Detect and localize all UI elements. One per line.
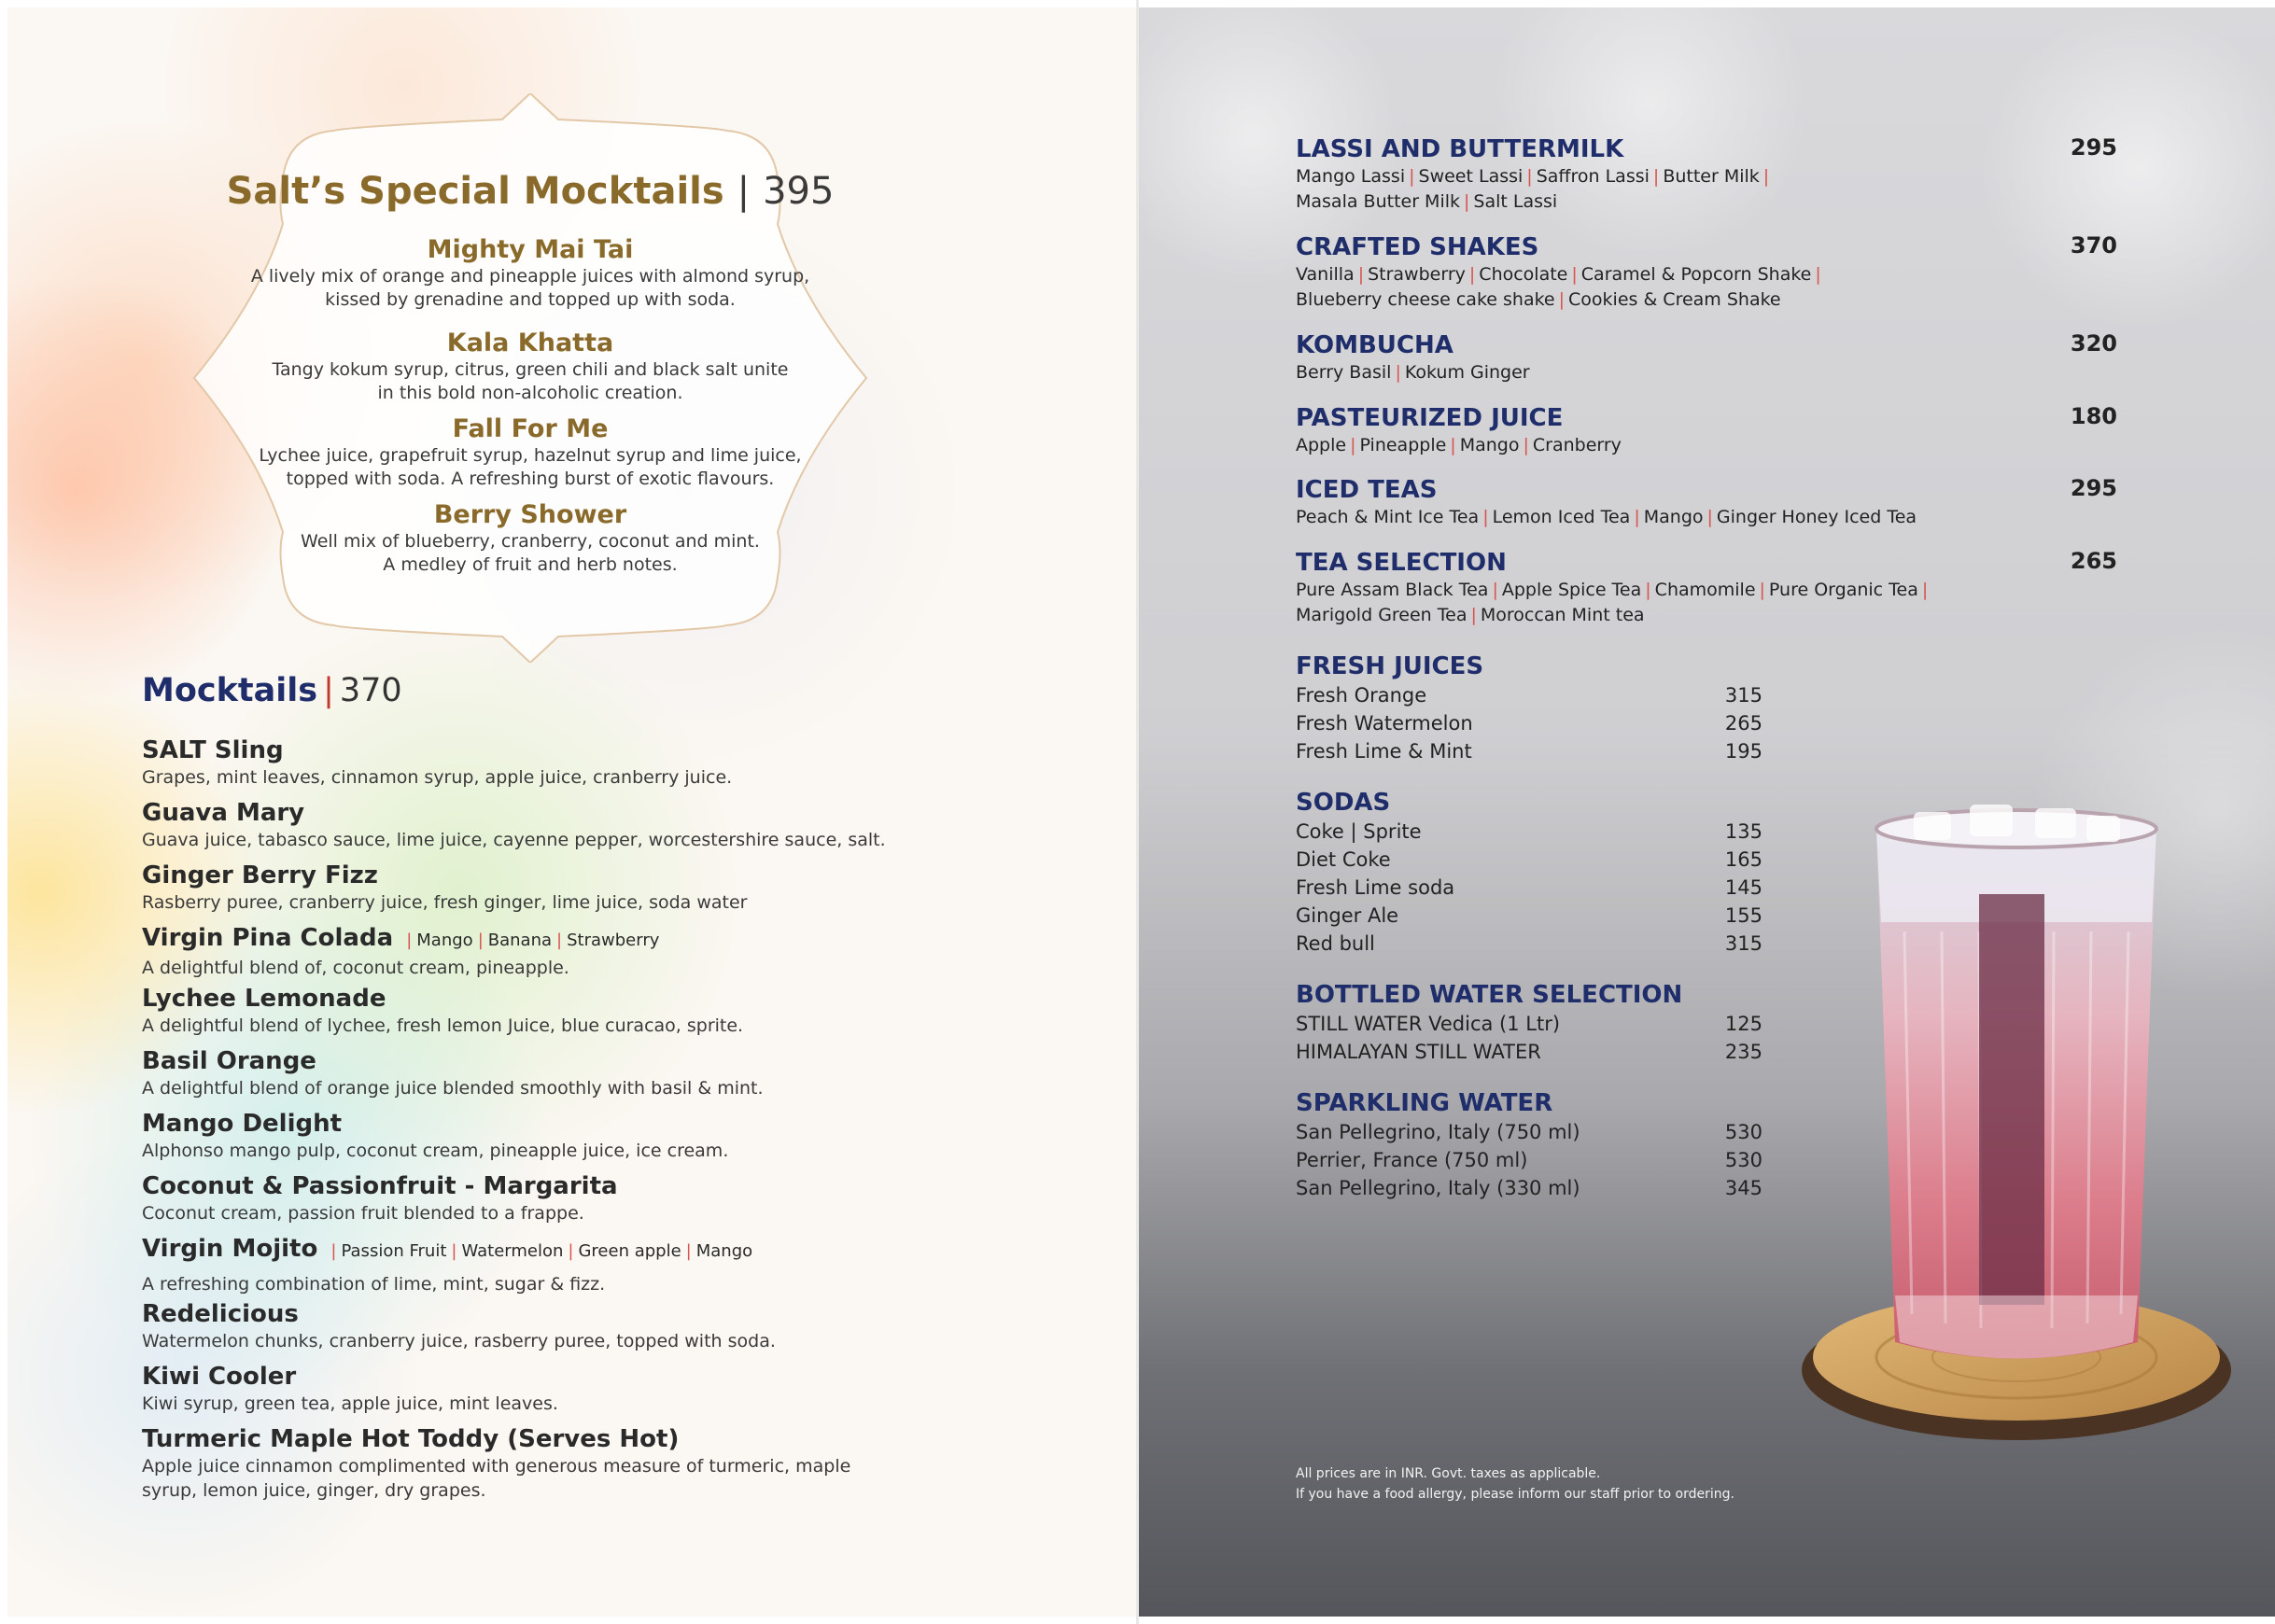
- row-price: 530: [1724, 1149, 1762, 1171]
- special-item-desc: A lively mix of orange and pineapple juices with almond syrup,: [250, 266, 810, 287]
- mocktail-option: Watermelon: [461, 1241, 564, 1261]
- mocktail-desc: A delightful blend of lychee, fresh lemon Juice, blue curacao, sprite.: [142, 1015, 744, 1036]
- mocktail-name: [142, 923, 1075, 956]
- mocktail-item: [142, 1109, 1075, 1163]
- section-price: 295: [2070, 134, 2117, 161]
- mocktail-desc: Alphonso mango pulp, coconut cream, pineapple juice, ice cream.: [142, 1141, 729, 1161]
- menu-row: [1296, 874, 1762, 902]
- menu-section-priced: [1296, 1088, 2117, 1202]
- section-items-line: [1296, 603, 2117, 628]
- section-item: Saffron Lassi: [1536, 166, 1650, 187]
- mocktail-name: Ginger Berry Fizz: [142, 861, 378, 889]
- row-name: San Pellegrino, Italy (750 ml): [1296, 1121, 1580, 1143]
- mocktail-desc: Grapes, mint leaves, cinnamon syrup, apple juice, cranberry juice.: [142, 767, 733, 788]
- section-item: Caramel & Popcorn Shake: [1580, 264, 1812, 285]
- mocktail-name: SALT Sling: [142, 736, 284, 764]
- menu-row: [1296, 1038, 1762, 1066]
- special-item-desc: in this bold non-alcoholic creation.: [377, 383, 683, 403]
- section-items-line: [1296, 505, 2117, 530]
- section-price: 180: [2070, 403, 2117, 429]
- section-price: 320: [2070, 330, 2117, 357]
- menu-section: [1296, 403, 2117, 458]
- special-item: [157, 235, 904, 312]
- item-separator: |: [1523, 435, 1529, 455]
- mocktail-desc: Coconut cream, passion fruit blended to a frappe.: [142, 1203, 584, 1224]
- special-item-name: Berry Shower: [433, 500, 627, 529]
- mocktail-name: Turmeric Maple Hot Toddy (Serves Hot): [142, 1425, 680, 1453]
- item-separator: |: [1357, 264, 1365, 285]
- item-separator: |: [1395, 362, 1401, 383]
- mocktail-option: Banana: [487, 931, 553, 950]
- option-separator: |: [568, 1241, 574, 1261]
- row-name: San Pellegrino, Italy (330 ml): [1296, 1177, 1580, 1199]
- mocktail-name: Mango Delight: [142, 1110, 343, 1138]
- special-item-desc: A medley of fruit and herb notes.: [383, 554, 678, 575]
- item-separator: |: [1571, 264, 1578, 285]
- mocktail-desc: Rasberry puree, cranberry juice, fresh ginger, lime juice, soda water: [142, 892, 748, 913]
- section-item: Peach & Mint Ice Tea: [1296, 507, 1480, 527]
- mocktail-name: Kiwi Cooler: [142, 1363, 297, 1391]
- menu-row: [1296, 709, 1762, 737]
- row-price: 265: [1724, 712, 1762, 735]
- row-name: Ginger Ale: [1296, 904, 1399, 927]
- menu-section-priced: [1296, 651, 2117, 765]
- row-name: Coke | Sprite: [1296, 820, 1422, 843]
- special-item: [157, 414, 904, 491]
- special-mocktails-card: [157, 93, 904, 663]
- footer-note: [1296, 1463, 1734, 1505]
- section-item: Mango: [1459, 435, 1520, 455]
- mocktail-desc: A delightful blend of orange juice blended smoothly with basil & mint.: [142, 1078, 764, 1099]
- mocktail-item: [142, 1234, 1075, 1296]
- item-separator: |: [1470, 605, 1477, 625]
- section-item: Berry Basil: [1296, 362, 1392, 383]
- mocktail-name-text: Virgin Pina Colada: [142, 924, 394, 952]
- item-separator: |: [1759, 580, 1765, 600]
- section-title: CRAFTED SHAKES: [1296, 233, 1539, 261]
- item-separator: |: [1645, 580, 1651, 600]
- item-separator: |: [1482, 507, 1489, 527]
- row-price: 315: [1724, 684, 1762, 707]
- menu-row: [1296, 1146, 1762, 1174]
- section-title: ICED TEAS: [1296, 476, 1438, 504]
- mocktail-name: Basil Orange: [142, 1047, 316, 1075]
- section-item: Pure Assam Black Tea: [1296, 580, 1489, 600]
- menu-section: [1296, 330, 2117, 385]
- option-separator: |: [406, 931, 413, 950]
- mocktail-item: [142, 1171, 1075, 1225]
- mocktail-item: [142, 798, 1075, 852]
- item-separator: |: [1450, 435, 1456, 455]
- mocktail-item: [142, 1046, 1075, 1100]
- mocktail-desc: Apple juice cinnamon complimented with generous measure of turmeric, maple: [142, 1456, 851, 1477]
- menu-row: [1296, 1010, 1762, 1038]
- row-price: 165: [1724, 848, 1762, 871]
- row-price: 315: [1724, 932, 1762, 955]
- special-separator: |: [737, 170, 751, 213]
- menu-row: [1296, 1174, 1762, 1202]
- section-title: BOTTLED WATER SELECTION: [1296, 981, 1683, 1009]
- section-item: Apple Spice Tea: [1501, 580, 1642, 600]
- menu-row: [1296, 737, 1762, 765]
- section-item: Pure Organic Tea: [1768, 580, 1918, 600]
- special-item-desc: Lychee juice, grapefruit syrup, hazelnut syrup and lime juice,: [259, 445, 802, 466]
- mocktail-name: Lychee Lemonade: [142, 985, 386, 1013]
- item-separator: |: [1350, 435, 1356, 455]
- section-items-line: [1296, 189, 2117, 215]
- section-title: LASSI AND BUTTERMILK: [1296, 135, 1624, 163]
- section-item: Mango: [1643, 507, 1704, 527]
- mocktail-item: [142, 1299, 1075, 1353]
- row-name: Fresh Lime & Mint: [1296, 740, 1472, 763]
- mocktail-item: [142, 923, 1075, 980]
- mocktail-name-text: Virgin Mojito: [142, 1235, 318, 1263]
- item-separator: |: [1634, 507, 1640, 527]
- row-name: Fresh Lime soda: [1296, 876, 1455, 899]
- menu-section: [1296, 134, 2117, 215]
- menu-row: [1296, 846, 1762, 874]
- footer-line: If you have a food allergy, please inform our staff prior to ordering.: [1296, 1487, 1734, 1502]
- mocktail-option: Mango: [416, 931, 473, 950]
- section-items-line: [1296, 287, 2117, 313]
- section-item: Mango Lassi: [1296, 166, 1406, 187]
- item-separator: |: [1762, 166, 1770, 187]
- section-item: Apple: [1296, 435, 1347, 455]
- row-price: 135: [1724, 820, 1762, 843]
- section-item: Butter Milk: [1663, 166, 1760, 187]
- mocktail-name: Coconut & Passionfruit - Margarita: [142, 1172, 618, 1200]
- item-separator: |: [1409, 166, 1415, 187]
- special-item-desc: Well mix of blueberry, cranberry, coconut and mint.: [301, 531, 760, 552]
- mocktail-name: Redelicious: [142, 1300, 299, 1328]
- row-price: 125: [1724, 1013, 1762, 1035]
- mocktail-name: [142, 1234, 1075, 1267]
- row-name: Diet Coke: [1296, 848, 1391, 871]
- section-item: Salt Lassi: [1473, 191, 1558, 212]
- row-name: Fresh Orange: [1296, 684, 1427, 707]
- row-price: 145: [1724, 876, 1762, 899]
- section-item: Moroccan Mint tea: [1480, 605, 1645, 625]
- item-separator: |: [1558, 289, 1566, 310]
- menu-section: [1296, 548, 2117, 628]
- section-title: KOMBUCHA: [1296, 331, 1453, 359]
- item-separator: |: [1815, 264, 1821, 285]
- item-separator: |: [1468, 264, 1476, 285]
- left-page: [7, 7, 1137, 1617]
- mocktail-option: Strawberry: [567, 931, 660, 950]
- item-separator: |: [1652, 166, 1660, 187]
- row-name: Fresh Watermelon: [1296, 712, 1473, 735]
- item-separator: |: [1492, 580, 1498, 600]
- option-separator: |: [685, 1241, 692, 1261]
- mocktail-item: [142, 1424, 1075, 1503]
- mocktails-heading: [142, 672, 402, 709]
- row-name: HIMALAYAN STILL WATER: [1296, 1041, 1541, 1063]
- right-page: [1139, 7, 2275, 1617]
- special-title: [157, 170, 904, 213]
- mocktail-desc: Guava juice, tabasco sauce, lime juice, cayenne pepper, worcestershire sauce, salt.: [142, 830, 886, 850]
- mocktail-item: [142, 984, 1075, 1038]
- menu-section: [1296, 475, 2117, 530]
- special-item-name: Mighty Mai Tai: [427, 235, 634, 264]
- mocktail-option: Mango: [695, 1241, 753, 1261]
- special-item-desc: Tangy kokum syrup, citrus, green chili and black salt unite: [272, 359, 789, 380]
- section-item: Lemon Iced Tea: [1492, 507, 1631, 527]
- section-price: 370: [2070, 232, 2117, 259]
- mocktail-desc: A delightful blend of, coconut cream, pineapple.: [142, 958, 569, 978]
- section-price: 265: [2070, 548, 2117, 574]
- section-item: Pineapple: [1359, 435, 1447, 455]
- section-items-line: [1296, 360, 2117, 385]
- mocktail-item: [142, 861, 1075, 915]
- mocktail-desc: A refreshing combination of lime, mint, sugar & fizz.: [142, 1274, 606, 1295]
- section-item: Cookies & Cream Shake: [1568, 289, 1781, 310]
- special-item-name: Fall For Me: [452, 414, 609, 443]
- item-separator: |: [1526, 166, 1533, 187]
- section-item: Marigold Green Tea: [1296, 605, 1468, 625]
- section-items-line: [1296, 578, 2117, 603]
- section-item: Chamomile: [1654, 580, 1756, 600]
- row-price: 345: [1724, 1177, 1762, 1199]
- section-item: Chocolate: [1479, 264, 1568, 285]
- row-price: 530: [1724, 1121, 1762, 1143]
- section-item: Masala Butter Milk: [1296, 191, 1461, 212]
- section-item: Strawberry: [1368, 264, 1466, 285]
- section-item: Vanilla: [1296, 264, 1355, 285]
- special-item: [157, 329, 904, 405]
- menu-section: [1296, 232, 2117, 313]
- item-separator: |: [1921, 580, 1929, 600]
- mocktail-desc: syrup, lemon juice, ginger, dry grapes.: [142, 1480, 486, 1501]
- row-name: Red bull: [1296, 932, 1375, 955]
- menu-row: [1296, 930, 1762, 958]
- mocktails-price: 370: [339, 672, 402, 709]
- section-item: Blueberry cheese cake shake: [1296, 289, 1555, 310]
- section-title: SODAS: [1296, 789, 1391, 817]
- row-price: 155: [1724, 904, 1762, 927]
- special-item-name: Kala Khatta: [446, 329, 614, 357]
- mocktail-item: [142, 1362, 1075, 1416]
- section-item: Sweet Lassi: [1418, 166, 1524, 187]
- mocktails-title: Mocktails: [142, 672, 318, 709]
- section-title: TEA SELECTION: [1296, 549, 1507, 577]
- special-item-desc: kissed by grenadine and topped up with soda.: [325, 289, 736, 310]
- menu-row: [1296, 902, 1762, 930]
- section-price: 295: [2070, 475, 2117, 501]
- mocktail-desc: Watermelon chunks, cranberry juice, rasberry puree, topped with soda.: [142, 1331, 776, 1351]
- option-separator: |: [330, 1241, 337, 1261]
- item-separator: |: [1464, 191, 1470, 212]
- footer-line: All prices are in INR. Govt. taxes as applicable.: [1296, 1466, 1601, 1481]
- mocktail-option: Green apple: [578, 1241, 681, 1261]
- option-separator: |: [477, 931, 484, 950]
- row-name: STILL WATER Vedica (1 Ltr): [1296, 1013, 1561, 1035]
- special-item: [157, 500, 904, 577]
- special-price: 395: [763, 170, 835, 213]
- section-title: FRESH JUICES: [1296, 652, 1484, 680]
- menu-row: [1296, 681, 1762, 709]
- section-items-line: [1296, 164, 2117, 189]
- section-item: Kokum Ginger: [1404, 362, 1530, 383]
- special-title-text: Salt’s Special Mocktails: [226, 170, 724, 213]
- menu-section-priced: [1296, 980, 2117, 1066]
- section-items-line: [1296, 262, 2117, 287]
- section-title: PASTEURIZED JUICE: [1296, 404, 1564, 432]
- menu-row: [1296, 1118, 1762, 1146]
- row-name: Perrier, France (750 ml): [1296, 1149, 1528, 1171]
- option-separator: |: [451, 1241, 457, 1261]
- menu-row: [1296, 818, 1762, 846]
- section-item: Ginger Honey Iced Tea: [1716, 507, 1917, 527]
- mocktail-desc: Kiwi syrup, green tea, apple juice, mint leaves.: [142, 1393, 558, 1414]
- section-item: Cranberry: [1532, 435, 1622, 455]
- menu-section-priced: [1296, 788, 2117, 958]
- mocktails-separator: |: [323, 672, 334, 709]
- section-items-line: [1296, 433, 2117, 458]
- row-price: 235: [1724, 1041, 1762, 1063]
- item-separator: |: [1706, 507, 1713, 527]
- section-title: SPARKLING WATER: [1296, 1089, 1553, 1117]
- special-item-desc: topped with soda. A refreshing burst of exotic flavours.: [286, 469, 775, 489]
- mocktail-item: [142, 735, 1075, 790]
- option-separator: |: [556, 931, 563, 950]
- mocktail-name: Guava Mary: [142, 799, 305, 827]
- mocktail-option: Passion Fruit: [341, 1241, 447, 1261]
- row-price: 195: [1724, 740, 1762, 763]
